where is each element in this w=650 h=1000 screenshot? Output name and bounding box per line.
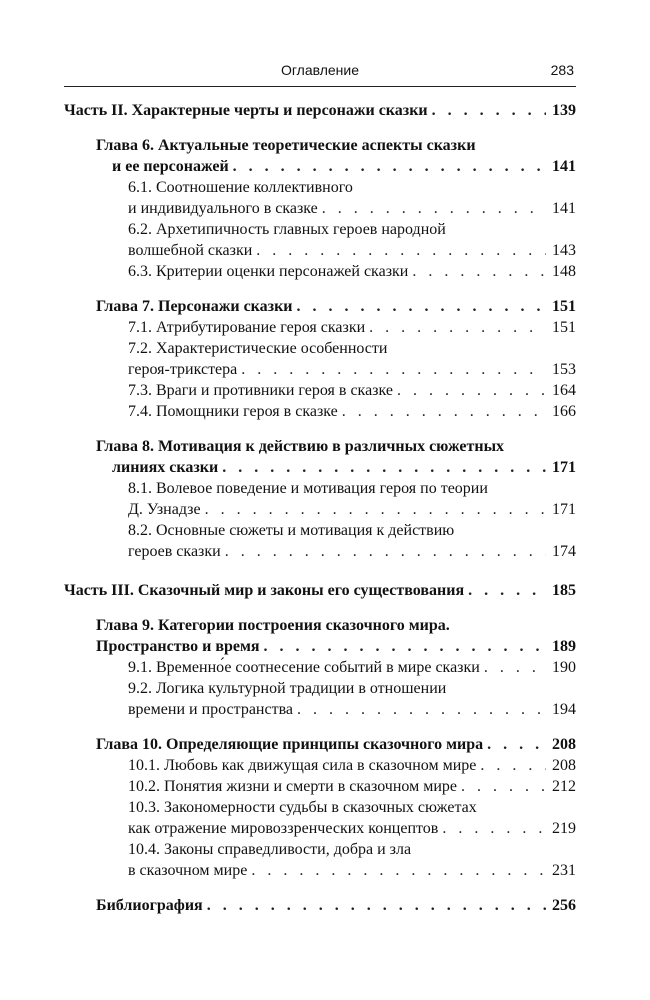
toc-leader-dots [322, 198, 546, 219]
toc-section-title-line2: героев сказки [128, 543, 221, 560]
toc-page-number: 143 [552, 242, 576, 259]
toc-section-7-2[interactable] [64, 338, 576, 380]
toc-page-number: 231 [552, 862, 576, 879]
toc-section-title: 6.3. Критерии оценки персонажей сказки [128, 263, 409, 280]
toc-section-title-line2: героя-трикстера [128, 361, 238, 378]
running-header [64, 62, 576, 87]
toc-leader-dots [222, 457, 546, 478]
toc-page-number: 153 [552, 361, 576, 378]
toc-section-title: 9.1. Временно́е соотнесение событий в мире сказки [128, 659, 480, 676]
toc-leader-dots [205, 499, 546, 520]
toc-section-title-line1: 8.2. Основные сюжеты и мотивация к действию [128, 522, 455, 539]
toc-section-title-line2: как отражение мировоззренческих концептов [128, 820, 439, 837]
toc-page-number: 171 [552, 501, 576, 518]
toc-chapter-8-title-line1: Глава 8. Мотивация к действию в различных сюжетных [96, 438, 505, 455]
toc-leader-dots [297, 699, 546, 720]
toc-page-number: 151 [552, 298, 576, 315]
toc-section-7-3[interactable] [64, 380, 576, 401]
toc-page-number: 141 [552, 200, 576, 217]
toc-part-2[interactable] [64, 100, 576, 121]
toc-bibliography-title: Библиография [96, 897, 203, 914]
toc-chapter-6[interactable] [64, 135, 576, 177]
toc-section-9-1[interactable] [64, 657, 576, 678]
toc-part-3-title: Часть III. Сказочный мир и законы его существования [64, 582, 465, 599]
toc-section-title: 7.1. Атрибутирование героя сказки [128, 319, 366, 336]
toc-section-9-2[interactable] [64, 678, 576, 720]
toc-leader-dots [251, 860, 546, 881]
toc-page-number: 256 [552, 897, 576, 914]
toc-section-8-1[interactable] [64, 478, 576, 520]
toc-section-title-line1: 7.2. Характеристические особенности [128, 340, 388, 357]
toc-page-number: 190 [552, 659, 576, 676]
toc-leader-dots [442, 818, 546, 839]
toc-leader-dots [432, 100, 546, 121]
toc-chapter-10-title: Глава 10. Определяющие принципы сказочного мира [96, 736, 484, 753]
toc-chapter-6-title-line1: Глава 6. Актуальные теоретические аспекты сказки [96, 137, 476, 154]
toc-section-title-line2: времени и пространства [128, 701, 294, 718]
toc-page-number: 208 [552, 736, 576, 753]
toc-section-6-2[interactable] [64, 219, 576, 261]
toc-section-title: 10.1. Любовь как движущая сила в сказочном мире [128, 757, 477, 774]
toc-page-number: 139 [552, 102, 576, 119]
toc-page-number: 185 [552, 582, 576, 599]
toc-page-number: 166 [552, 403, 576, 420]
toc-leader-dots [264, 636, 546, 657]
toc-chapter-8[interactable] [64, 436, 576, 478]
toc-leader-dots [461, 776, 546, 797]
toc-leader-dots [241, 359, 546, 380]
toc-leader-dots [412, 261, 546, 282]
toc-section-6-3[interactable] [64, 261, 576, 282]
toc-section-title-line1: 6.2. Архетипичность главных героев народной [128, 221, 446, 238]
toc-bibliography[interactable] [64, 895, 576, 916]
toc-section-title-line1: 10.4. Законы справедливости, добра и зла [128, 841, 412, 858]
page-number: 283 [550, 62, 574, 78]
toc-part-3[interactable] [64, 580, 576, 601]
toc-section-title: 7.4. Помощники героя в сказке [128, 403, 338, 420]
toc-page-number: 189 [552, 638, 576, 655]
toc-leader-dots [480, 755, 546, 776]
toc-page-number: 219 [552, 820, 576, 837]
toc-chapter-6-title-line2: и ее персонажей [112, 158, 229, 175]
toc-leader-dots [256, 240, 546, 261]
toc-section-7-1[interactable] [64, 317, 576, 338]
toc-chapter-8-title-line2: линиях сказки [112, 459, 219, 476]
toc-chapter-7-title: Глава 7. Персонажи сказки [96, 298, 293, 315]
toc-section-title-line2: Д. Узнадзе [128, 501, 201, 518]
toc-page-number: 164 [552, 382, 576, 399]
toc-chapter-7[interactable] [64, 296, 576, 317]
toc-page-number: 208 [552, 757, 576, 774]
toc-section-title: 10.2. Понятия жизни и смерти в сказочном мире [128, 778, 458, 795]
toc-section-title-line1: 9.2. Логика культурной традиции в отношении [128, 680, 447, 697]
toc-section-title-line2: и индивидуального в сказке [128, 200, 318, 217]
toc-leader-dots [369, 317, 546, 338]
toc-page-number: 141 [552, 158, 576, 175]
toc-part-2-title: Часть II. Характерные черты и персонажи сказки [64, 102, 428, 119]
toc-page-number: 194 [552, 701, 576, 718]
toc-leader-dots [342, 401, 546, 422]
toc-section-title-line1: 6.1. Соотношение коллективного [128, 179, 353, 196]
toc-leader-dots [225, 541, 546, 562]
toc-section-title-line1: 8.1. Волевое поведение и мотивация героя по теории [128, 480, 488, 497]
toc-chapter-10[interactable] [64, 734, 576, 755]
toc-chapter-9-title-line2: Пространство и время [96, 638, 260, 655]
toc-section-title-line2: волшебной сказки [128, 242, 253, 259]
toc-page-number: 148 [552, 263, 576, 280]
toc-leader-dots [397, 380, 546, 401]
toc-leader-dots [468, 580, 546, 601]
toc-section-10-4[interactable] [64, 839, 576, 881]
toc-leader-dots [207, 895, 546, 916]
toc-page-number: 151 [552, 319, 576, 336]
toc-section-title-line1: 10.3. Закономерности судьбы в сказочных сюжетах [128, 799, 477, 816]
toc-section-10-2[interactable] [64, 776, 576, 797]
table-of-contents [64, 100, 576, 916]
toc-leader-dots [233, 156, 546, 177]
toc-page-number: 174 [552, 543, 576, 560]
running-title: Оглавление [280, 62, 360, 78]
toc-section-title: 7.3. Враги и противники героя в сказке [128, 382, 393, 399]
toc-page-number: 171 [552, 459, 576, 476]
toc-leader-dots [487, 734, 546, 755]
toc-section-7-4[interactable] [64, 401, 576, 422]
toc-section-8-2[interactable] [64, 520, 576, 562]
toc-leader-dots [484, 657, 546, 678]
toc-section-6-1[interactable] [64, 177, 576, 219]
toc-chapter-9[interactable] [64, 615, 576, 657]
toc-section-10-3[interactable] [64, 797, 576, 839]
toc-section-10-1[interactable] [64, 755, 576, 776]
toc-leader-dots [297, 296, 546, 317]
toc-chapter-9-title-line1: Глава 9. Категории построения сказочного мира. [96, 617, 450, 634]
toc-page-number: 212 [552, 778, 576, 795]
toc-section-title-line2: в сказочном мире [128, 862, 248, 879]
